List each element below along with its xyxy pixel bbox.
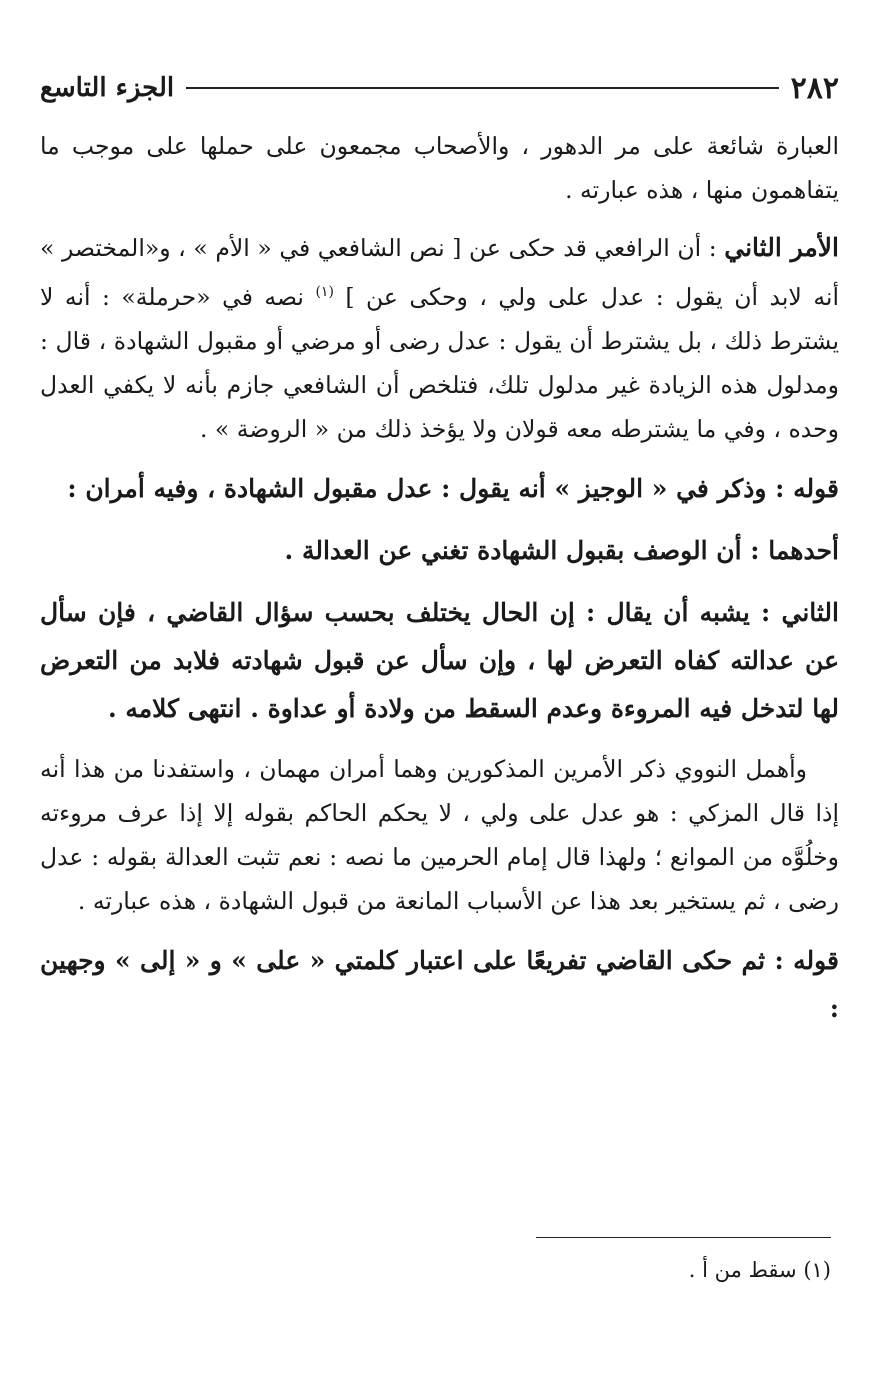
paragraph-5: [40, 589, 839, 733]
page-body: [40, 124, 839, 1047]
paragraph-text: أحدهما : أن الوصف بقبول الشهادة تغني عن العدالة .: [284, 535, 839, 565]
paragraph-6: [40, 747, 839, 923]
paragraph-lead: الأمر الثاني: [724, 233, 839, 262]
paragraph-text: العبارة شائعة على مر الدهور ، والأصحاب مجمعون على حملها على موجب ما يتفاهمون منها ، هذه عبارته .: [40, 132, 839, 204]
part-title: الجزء التاسع: [40, 73, 175, 103]
paragraph-3: [40, 465, 839, 513]
paragraph-7: [40, 937, 839, 1033]
header-rule: [186, 87, 779, 89]
page-number: ٢٨٢: [790, 70, 839, 106]
paragraph-text: قوله : ثم حكى القاضي تفريعًا على اعتبار كلمتي « على » و « إلى » وجهين :: [40, 945, 839, 1023]
paragraph-1: [40, 124, 839, 212]
paragraph-text-cont: نصه في «حرملة» : أنه لا يشترط ذلك ، بل يشترط أن يقول : عدل رضى أو مرضي أو مقبول الشهادة ، قال : ومدلول هذه الزيادة غير مدلول تلك، فتلخص أن الشافعي جازم بأنه لا يكفي العدل وحده ، وفي ما يشترطه معه قولان ولا يؤخذ ذلك من « الروضة » .: [40, 282, 839, 443]
paragraph-text: وأهمل النووي ذكر الأمرين المذكورين وهما أمران مهمان ، واستفدنا من هذا أنه إذا قال المزكي : هو عدل على ولي ، لا يحكم الحاكم بقوله إلا إذا عرف مروءته وخلُوَّه من الموانع ؛ ولهذا قال إمام الحرمين ما نصه : نعم تثبت العدالة بقوله : عدل رضى ، ثم يستخير بعد هذا عن الأسباب المانعة من قبول الشهادة ، هذه عبارته .: [40, 754, 839, 915]
paragraph-4: [40, 527, 839, 575]
footnote-rule: [536, 1237, 831, 1238]
footnote: (١) سقط من أ .: [688, 1258, 831, 1282]
paragraph-text: قوله : وذكر في « الوجيز » أنه يقول : عدل مقبول الشهادة ، وفيه أمران :: [67, 473, 839, 503]
footnote-ref: (١): [315, 284, 334, 300]
paragraph-text: : أن الرافعي قد حكى عن [ نص الشافعي في « الأم » ، و«المختصر » أنه لابد أن يقول : عدل على ولي ، وحكى عن ]: [40, 234, 839, 311]
paragraph-text: الثاني : يشبه أن يقال : إن الحال يختلف بحسب سؤال القاضي ، فإن سأل عن عدالته كفاه التعرض لها ، وإن سأل عن قبول شهادته فلابد من التعرض لها لتدخل فيه المروءة وعدم السقط من ولادة أو عداوة . انتهى كلامه .: [40, 597, 839, 723]
paragraph-2: [40, 226, 839, 451]
page-header: [40, 66, 839, 110]
